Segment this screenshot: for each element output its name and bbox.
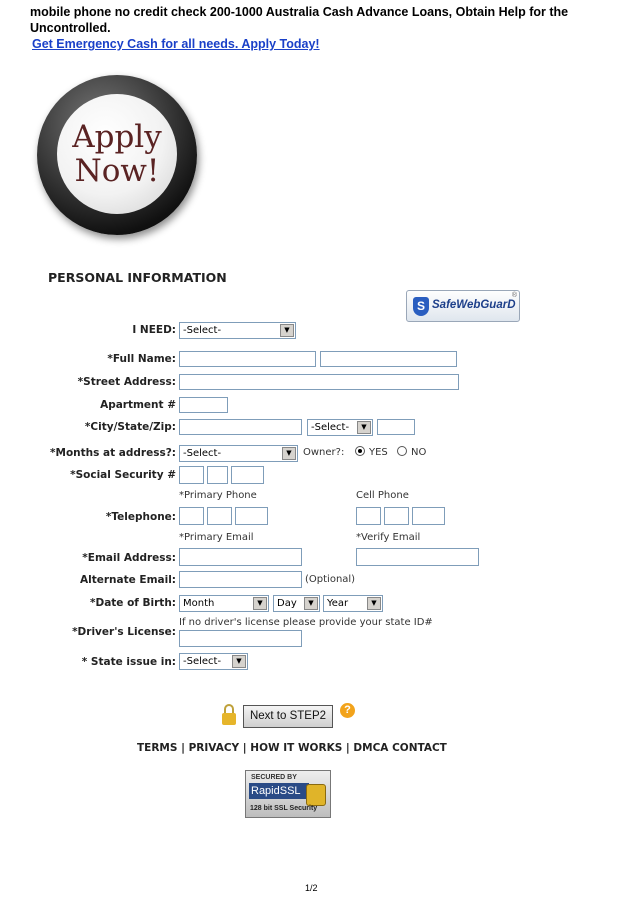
phone-area-field[interactable] [179, 507, 204, 525]
optional-note: (Optional) [305, 574, 356, 585]
rapidssl-badge [245, 770, 331, 818]
drivers-license-field[interactable] [179, 630, 302, 647]
dob-day-value: Day [277, 598, 297, 609]
section-title: PERSONAL INFORMATION [48, 270, 227, 285]
label-ssn: *Social Security # [70, 469, 176, 481]
ssn-part1-field[interactable] [179, 466, 204, 484]
state-value: -Select- [311, 422, 350, 433]
page-number: 1/2 [305, 883, 318, 893]
ssl-brand: RapidSSL [249, 783, 309, 799]
phone-line-field[interactable] [235, 507, 268, 525]
dob-month-value: Month [183, 598, 215, 609]
label-full-name: *Full Name: [107, 353, 176, 365]
apply-now-button[interactable] [37, 75, 197, 235]
privacy-link[interactable]: PRIVACY [188, 742, 240, 754]
label-email: *Email Address: [82, 552, 176, 564]
ssl-secured-by: SECURED BY [251, 774, 297, 781]
apartment-field[interactable] [179, 397, 228, 413]
dob-year-select[interactable] [323, 595, 383, 612]
label-telephone: *Telephone: [105, 511, 176, 523]
apply-now-face [57, 94, 177, 214]
cell-area-field[interactable] [356, 507, 381, 525]
license-hint: If no driver's license please provide your state ID# [179, 617, 433, 628]
chevron-down-icon: ▼ [253, 597, 267, 610]
lock-shackle [224, 704, 234, 713]
i-need-value: -Select- [183, 325, 222, 336]
chevron-down-icon: ▼ [232, 655, 246, 668]
chevron-down-icon: ▼ [282, 447, 296, 460]
ssn-part2-field[interactable] [207, 466, 228, 484]
apply-text-line1: Apply [72, 119, 162, 155]
footer-links [137, 742, 447, 754]
label-months-at-address: *Months at address?: [50, 447, 176, 459]
promo-link[interactable]: Get Emergency Cash for all needs. Apply Today! [32, 37, 320, 51]
owner-yes-label: YES [369, 447, 388, 458]
label-street-address: *Street Address: [77, 376, 176, 388]
chevron-down-icon: ▼ [367, 597, 381, 610]
cell-line-field[interactable] [412, 507, 445, 525]
safewebguard-badge [406, 290, 520, 322]
label-drivers-license: *Driver's License: [72, 626, 176, 638]
zip-field[interactable] [377, 419, 415, 435]
alternate-email-field[interactable] [179, 571, 302, 588]
padlock-icon [306, 784, 326, 806]
months-select[interactable] [179, 445, 298, 462]
page-title: mobile phone no credit check 200-1000 Australia Cash Advance Loans, Obtain Help for the Uncontrolled. [30, 5, 569, 35]
chevron-down-icon: ▼ [304, 597, 318, 610]
label-city-state-zip: *City/State/Zip: [84, 421, 176, 433]
email-field[interactable] [179, 548, 302, 566]
lock-icon [220, 704, 238, 726]
dob-day-select[interactable] [273, 595, 320, 612]
separator: | [181, 742, 185, 754]
help-icon[interactable]: ? [340, 703, 355, 718]
last-name-field[interactable] [320, 351, 457, 367]
phone-prefix-field[interactable] [207, 507, 232, 525]
badge-label: SafeWebGuarD [432, 299, 516, 311]
primary-email-label: *Primary Email [179, 532, 254, 543]
label-alternate-email: Alternate Email: [80, 574, 176, 586]
first-name-field[interactable] [179, 351, 316, 367]
cell-phone-label: Cell Phone [356, 490, 409, 501]
shield-icon: S [413, 297, 429, 316]
chevron-down-icon: ▼ [280, 324, 294, 337]
owner-yes-radio[interactable] [355, 446, 365, 456]
owner-label: Owner?: [303, 447, 345, 458]
registered-icon: ® [511, 292, 517, 299]
ssl-strength: 128 bit SSL Security [250, 805, 318, 812]
label-dob: *Date of Birth: [90, 597, 176, 609]
lock-body [222, 713, 236, 725]
state-issue-value: -Select- [183, 656, 222, 667]
next-step-button[interactable]: Next to STEP2 [243, 705, 333, 728]
separator: | [242, 742, 247, 754]
city-field[interactable] [179, 419, 302, 435]
verify-email-label: *Verify Email [356, 532, 421, 543]
label-apartment: Apartment # [100, 399, 176, 411]
how-it-works-link[interactable]: HOW IT WORKS [250, 742, 343, 754]
apply-text-line2: Now! [74, 153, 160, 189]
state-issue-select[interactable] [179, 653, 248, 670]
primary-phone-label: *Primary Phone [179, 490, 257, 501]
dob-year-value: Year [327, 598, 349, 609]
owner-no-label: NO [411, 447, 427, 458]
label-state-issue: * State issue in: [81, 656, 176, 668]
cell-prefix-field[interactable] [384, 507, 409, 525]
i-need-select[interactable] [179, 322, 296, 339]
dob-month-select[interactable] [179, 595, 269, 612]
label-i-need: I NEED: [132, 324, 176, 336]
owner-no-radio[interactable] [397, 446, 407, 456]
verify-email-field[interactable] [356, 548, 479, 566]
state-select[interactable] [307, 419, 373, 436]
terms-link[interactable]: TERMS [137, 742, 178, 754]
months-value: -Select- [183, 448, 222, 459]
street-address-field[interactable] [179, 374, 459, 390]
dmca-contact-link[interactable]: DMCA CONTACT [353, 742, 447, 754]
ssn-part3-field[interactable] [231, 466, 264, 484]
chevron-down-icon: ▼ [357, 421, 371, 434]
separator: | [345, 742, 350, 754]
